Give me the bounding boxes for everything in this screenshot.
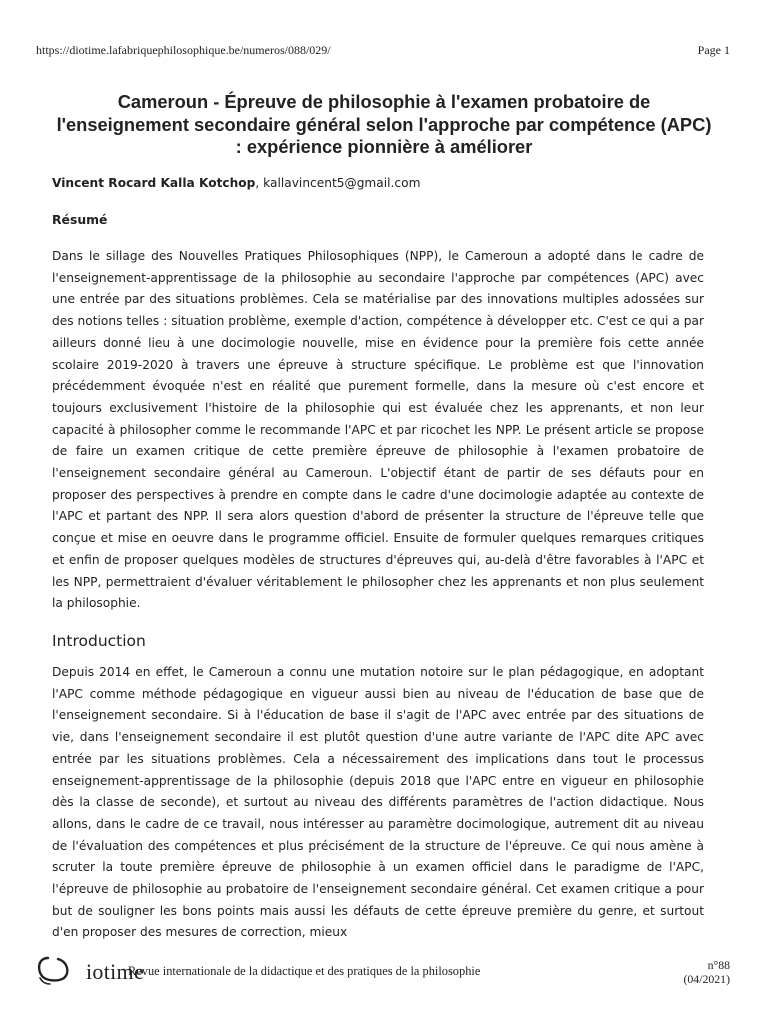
journal-name: Revue internationale de la didactique et des pratiques de la philosophie [128,964,481,978]
author-email[interactable]: , kallavincent5@gmail.com [255,176,421,190]
article-title: Cameroun - Épreuve de philosophie à l'examen probatoire de l'enseignement secondaire général selon l'approche par compétence (APC) : expérience pionnière à améliorer [56,91,712,157]
page-url[interactable]: https://diotime.lafabriquephilosophique.be/numeros/088/029/ [36,43,331,57]
issue-number: n°88 [707,958,730,972]
page-footer [0,948,768,998]
issue-date: (04/2021) [683,972,730,986]
logo-text: iotime [86,959,145,984]
page-number: Page 1 [697,43,730,57]
abstract-paragraph: Dans le sillage des Nouvelles Pratiques Philosophiques (NPP), le Cameroun a adopté dans le cadre de l'enseignement-apprentissage de la philosophie au secondaire l'approche par compétences (APC) avec une entrée par des situations problèmes. Cela se matérialise par des innovations multiples adossées sur des notions telles : situation problème, exemple d'action, compétence à développer etc. C'est ce qui a par ailleurs donné lieu à une docimologie nouvelle, mise en évidence pour la première fois cette année scolaire 2019-2020 à travers une épreuve à structure spécifique. Le problème est que l'innovation précédemment évoquée n'est en réalité que purement formelle, dans la mesure où c'est encore et toujours exclusivement l'histoire de la philosophie qui est évaluée chez les apprenants, et non leur capacité à philosopher comme le recommande l'APC et par ricochet les NPP. Le présent article se propose de faire un examen critique de cette première épreuve de philosophie à l'examen probatoire de l'enseignement secondaire général au Cameroun. L'objectif étant de partir de ses défauts pour en proposer des perspectives à prendre en compte dans le cadre d'une docimologie adaptée au contexte de l'APC et partant des NPP. Il sera alors question d'abord de présenter la structure de l'épreuve telle que conçue et mise en oeuvre dans le programme officiel. Ensuite de formuler quelques remarques critiques et enfin de proposer quelques modèles de structures d'épreuves qui, au-delà d'être favorables à l'APC et les NPP, permettraient d'évaluer véritablement le philosopher chez les apprenants et non plus seulement la philosophie. [52,249,704,611]
abstract-heading: Résumé [52,212,108,227]
author-line [52,176,420,190]
introduction-paragraph: Depuis 2014 en effet, le Cameroun a connu une mutation notoire sur le plan pédagogique, en adoptant l'APC comme méthode pédagogique en vigueur aussi bien au niveau de l'éducation de base que de l'enseignement secondaire. Si à l'éducation de base il s'agit de l'APC avec entrée par des situations de vie, dans l'enseignement secondaire il est plutôt question d'une autre variante de l'APC dite APC avec entrée par les situations problèmes. Cela a nécessairement des implications dans tout le processus enseignement-apprentissage de la philosophie (depuis 2018 que l'APC entre en vigueur en philosophie dès la classe de seconde), et surtout au niveau des différents paramètres de l'action didactique. Nous allons, dans le cadre de ce travail, nous intéresser au paramètre docimologique, autrement dit au niveau de l'évaluation des compétences et plus précisément de la structure de l'épreuve. Ce qui nous amène à scruter la toute première épreuve de philosophie à un examen officiel dans le paradigme de l'APC, l'épreuve de philosophie au probatoire de l'enseignement secondaire général. Cet examen critique a pour but de souligner les bons points mais aussi les défauts de cette épreuve première du genre, et surtout d'en proposer des mesures de correction, mieux [52,665,704,940]
introduction-heading: Introduction [52,632,146,650]
diotime-logo [36,954,145,988]
author-name: Vincent Rocard Kalla Kotchop [52,176,256,190]
issue-info [683,958,730,986]
